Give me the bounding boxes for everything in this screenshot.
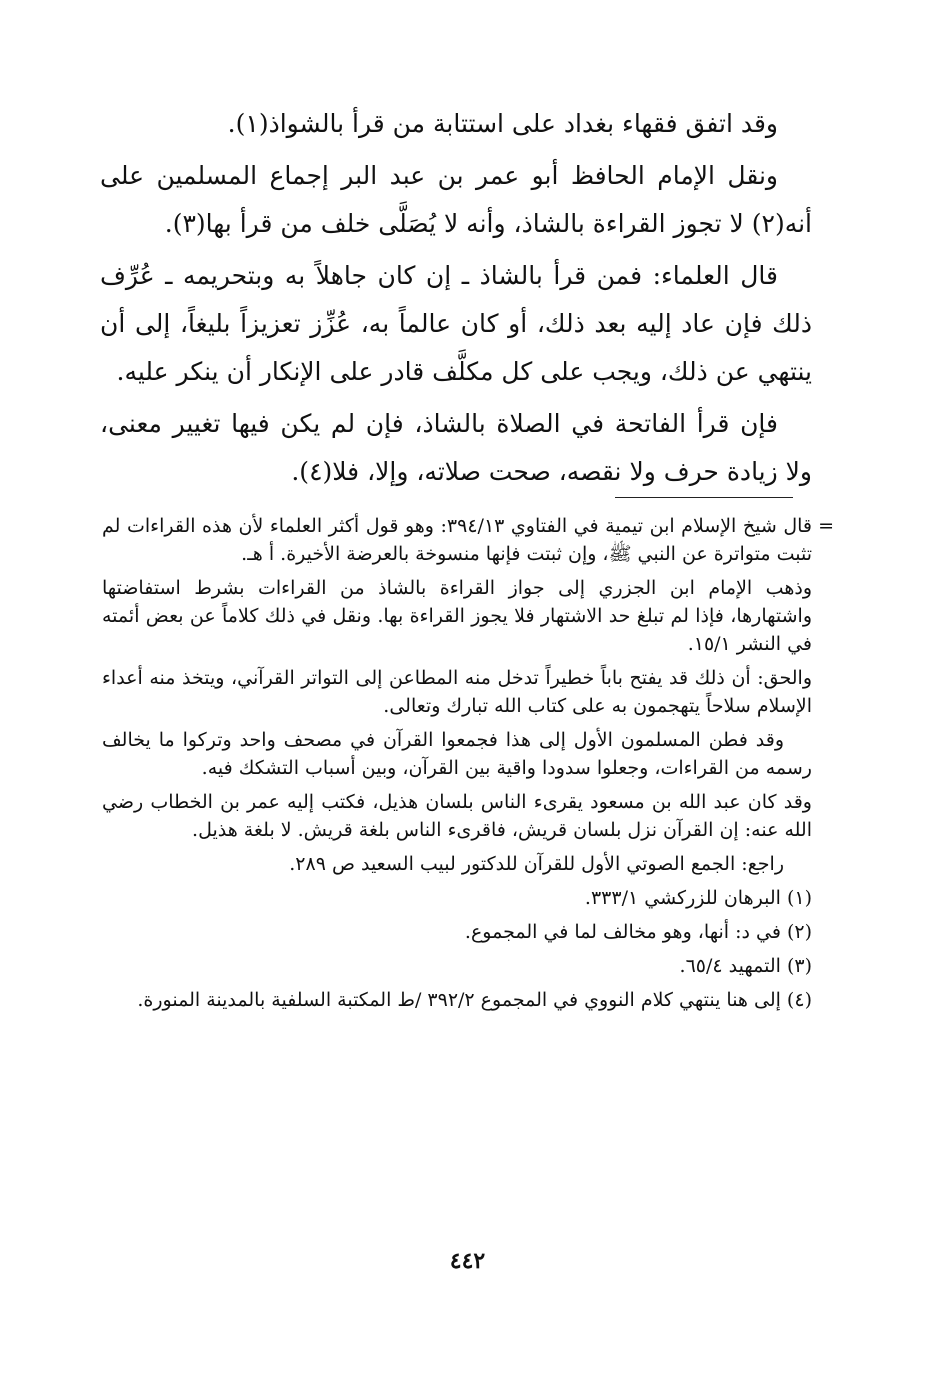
main-text [100, 100, 812, 500]
paragraph-4: فإن قرأ الفاتحة في الصلاة بالشاذ، فإن لم يكن فيها تغيير معنى، ولا زيادة حرف ولا نقصه، صحت صلاته، وإلا، فلا(٤). [100, 409, 812, 486]
footnote-continuation-6: راجع: الجمع الصوتي الأول للقرآن للدكتور لبيب السعيد ص ٢٨٩. [289, 853, 784, 875]
footnote-continuation-1: قال شيخ الإسلام ابن تيمية في الفتاوي ٣٩٤/١٣: وهو قول أكثر العلماء لأن هذه القراءات لم تثبت متواترة عن النبي ﷺ، وإن ثبتت فإنها منسوخة بالعرضة الأخيرة. أ هـ. [102, 515, 812, 565]
continuation-mark: = [818, 515, 834, 537]
footnote-2: (٢) في د: أنها، وهو مخالف لما في المجموع. [464, 921, 812, 943]
footnote-separator [615, 497, 793, 498]
footnote-1: (١) البرهان للزركشي ٣٣٣/١. [584, 887, 812, 909]
paragraph-2: ونقل الإمام الحافظ أبو عمر بن عبد البر إجماع المسلمين على أنه(٢) لا تجوز القراءة بالشاذ، وأنه لا يُصَلَّى خلف من قرأ بها(٣). [100, 161, 812, 238]
footnote-continuation-5: وقد كان عبد الله بن مسعود يقرىء الناس بلسان هذيل، فكتب إليه عمر بن الخطاب رضي الله عنه: إن القرآن نزل بلسان قريش، فاقرىء الناس بلغة قريش. لا بلغة هذيل. [102, 791, 812, 841]
paragraph-3: قال العلماء: فمن قرأ بالشاذ ـ إن كان جاهلاً به وبتحريمه ـ عُرِّف ذلك فإن عاد إليه بعد ذلك، أو كان عالماً به، عُزِّز تعزيزاً بليغاً، إلى أن ينتهي عن ذلك، ويجب على كل مكلَّف قادر على الإنكار أن ينكر عليه. [100, 261, 812, 386]
footnote-3: (٣) التمهيد ٦٥/٤. [679, 955, 812, 977]
footnote-continuation-2: وذهب الإمام ابن الجزري إلى جواز القراءة بالشاذ من القراءات بشرط استفاضتها واشتهارها، فإذا لم تبلغ حد الاشتهار فلا يجوز القراءة بها. ونقل في ذلك كلاماً عن بعض أئمته في النشر ١٥/١. [102, 577, 812, 655]
page-number: ٤٤٢ [449, 1248, 486, 1274]
footnote-4: (٤) إلى هنا ينتهي كلام النووي في المجموع ٣٩٢/٢ /ط المكتبة السلفية بالمدينة المنورة. [137, 989, 812, 1011]
footnotes-section [102, 512, 834, 1020]
footnote-continuation-4: وقد فطن المسلمون الأول إلى هذا فجمعوا القرآن في مصحف واحد وتركوا ما يخالف رسمه من القراءات، وجعلوا سدودا واقية بين القرآن، وبين أسباب التشكك فيه. [102, 729, 812, 779]
footnote-continuation-3: والحق: أن ذلك قد يفتح باباً خطيراً تدخل منه المطاعن إلى التواتر القرآني، ويتخذ منه أعداء الإسلام سلاحاً يتهجمون به على كتاب الله تبارك وتعالى. [102, 667, 812, 717]
paragraph-1: وقد اتفق فقهاء بغداد على استتابة من قرأ بالشواذ(١). [227, 109, 778, 138]
